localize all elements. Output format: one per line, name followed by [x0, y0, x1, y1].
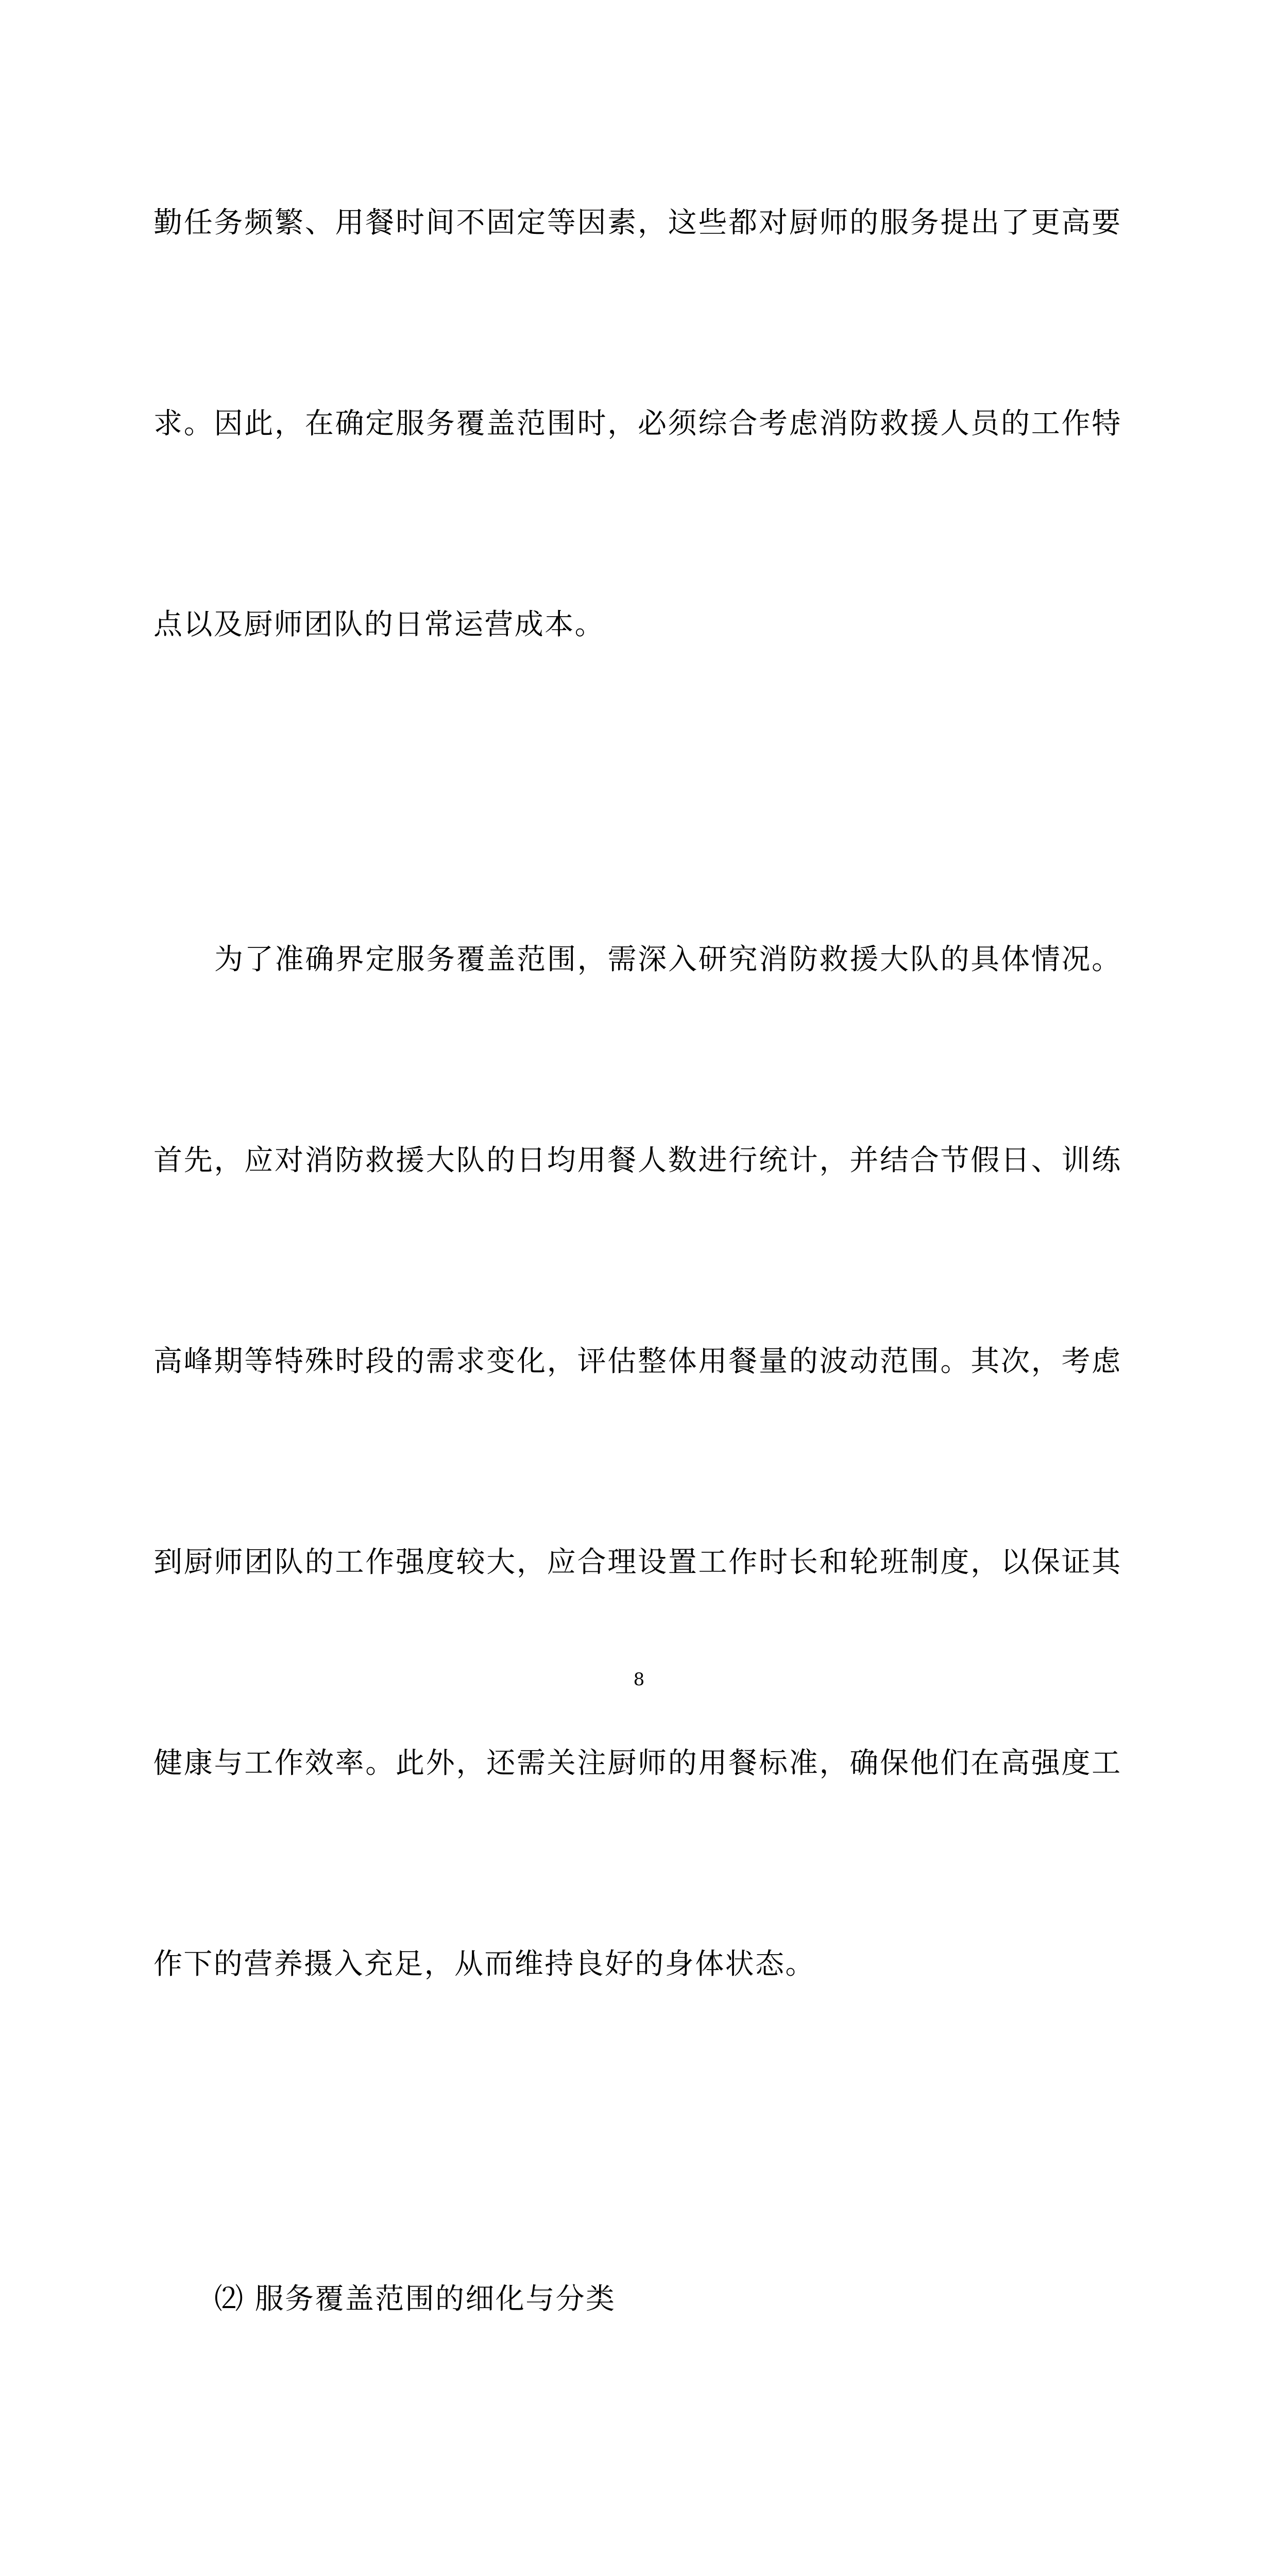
text-line: 为了准确界定服务覆盖范围，需深入研究消防救援大队的具体情况。: [214, 943, 1122, 976]
text-line: 点以及厨师团队的日常运营成本。: [154, 608, 605, 641]
text-line: 到厨师团队的工作强度较大，应合理设置工作时长和轮班制度，以保证其: [154, 1546, 1122, 1579]
paragraph-refinement: [154, 2467, 1122, 2576]
section-heading-text: ⑵ 服务覆盖范围的细化与分类: [214, 2282, 616, 2316]
page-body: [154, 56, 1122, 2576]
text-line: 健康与工作效率。此外，还需关注厨师的用餐标准，确保他们在高强度工: [154, 1747, 1122, 1780]
paragraph-scope-definition: [154, 792, 1122, 2132]
text-line: 高峰期等特殊时段的需求变化，评估整体用餐量的波动范围。其次，考虑: [154, 1345, 1122, 1378]
page-number: 8: [633, 1669, 645, 1690]
paragraph-continuation: [154, 56, 1122, 792]
text-line: 求。因此，在确定服务覆盖范围时，必须综合考虑消防救援人员的工作特: [154, 407, 1122, 440]
text-line: 勤任务频繁、用餐时间不固定等因素，这些都对厨师的服务提出了更高要: [154, 206, 1122, 240]
text-line: 作下的营养摄入充足，从而维持良好的身体状态。: [154, 1947, 815, 1981]
section-heading-2: [154, 2132, 1122, 2467]
text-line: 首先，应对消防救援大队的日均用餐人数进行统计，并结合节假日、训练: [154, 1144, 1122, 1177]
